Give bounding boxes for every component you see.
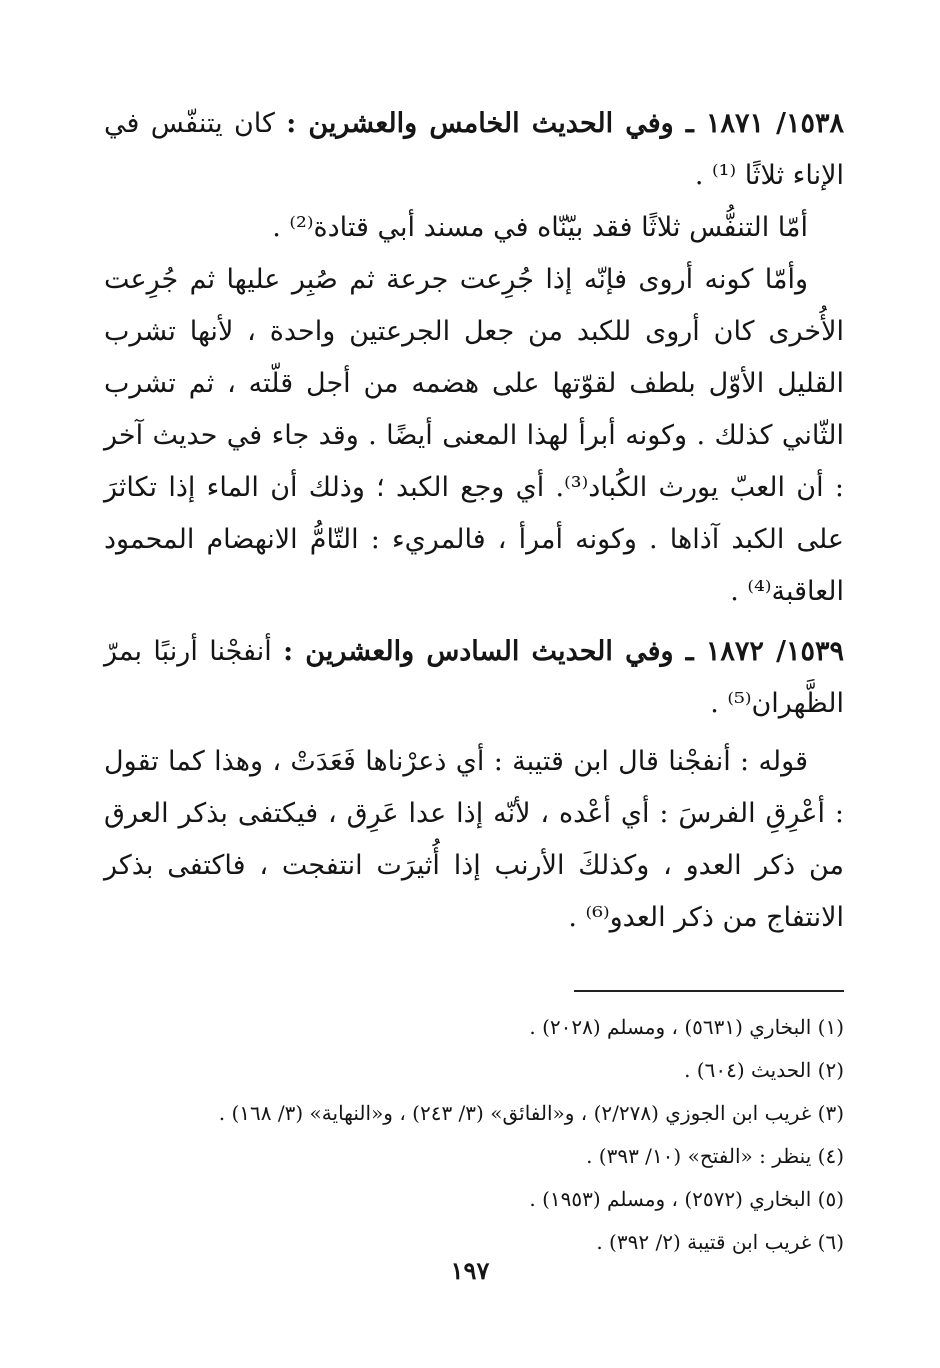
page-body <box>104 98 844 1264</box>
footnote: (٦) غريب ابن قتيبة (٢/ ٣٩٢) . <box>596 1230 844 1254</box>
footnote: (٢) الحديث (٦٠٤) . <box>684 1058 844 1082</box>
footnote: (٤) ينظر : «الفتح» (١٠/ ٣٩٣) . <box>586 1144 844 1168</box>
footnote-divider <box>574 990 844 992</box>
hadith-heading: ١٥٣٩/ ١٨٧٢ ـ وفي الحديث السادس والعشرين : <box>283 636 844 667</box>
footnote: (٣) غريب ابن الجوزي (٢/٢٧٨) ، و«الفائق» (٣/ ٢٤٣) ، و«النهاية» (٣/ ١٦٨) . <box>218 1101 844 1125</box>
hadith-text: كان يتنفّس في الإناء ثلاثًا ⁽¹⁾ . <box>104 108 844 191</box>
footnote: (٥) البخاري (٢٥٧٢) ، ومسلم (١٩٥٣) . <box>529 1187 844 1211</box>
hadith-heading: ١٥٣٨/ ١٨٧١ ـ وفي الحديث الخامس والعشرين : <box>286 108 844 139</box>
page-number: ١٩٧ <box>450 1256 490 1285</box>
commentary-paragraph: وأمّا كونه أروى فإنّه إذا جُرِعت جرعة ثم صُبِر عليها ثم جُرِعت الأُخرى كان أروى للكبد من جعل الجرعتين واحدة ، لأنها تشرب القليل الأوّل بلطف لقوّتها على هضمه من أجل قلّته ، ثم تشرب الثّاني كذلك . وكونه أبرأ لهذا المعنى أيضًا . وقد جاء في حديث آخر : أن العبّ يورث الكُباد⁽³⁾. أي وجع الكبد ؛ وذلك أن الماء إذا تكاثرَ على الكبد آذاها . وكونه أمرأ ، فالمريء : التّامُّ الانهضام المحمود العاقبة⁽⁴⁾ . <box>104 264 845 607</box>
commentary-paragraph: قوله : أنفجْنا قال ابن قتيبة : أي ذعرْناها فَعَدَتْ ، وهذا كما تقول : أعْرِقِ الفرسَ : أي أعْده ، لأنّه إذا عدا عَرِق ، فيكتفى بذكر العرق من ذكر العدو ، وكذلكَ الأرنب إذا أُثيرَت انتفجت ، فاكتفى بذكر الانتفاج من ذكر العدو⁽⁶⁾ . <box>104 746 844 933</box>
hadith-1539 <box>104 626 844 730</box>
hadith-text: أنفجْنا أرنبًا بمرّ الظَّهران⁽⁵⁾ . <box>104 636 844 719</box>
hadith-1538 <box>104 98 844 202</box>
footnotes-list <box>104 1006 844 1264</box>
footnote: (١) البخاري (٥٦٣١) ، ومسلم (٢٠٢٨) . <box>529 1015 844 1039</box>
commentary-paragraph: أمّا التنفُّس ثلاثًا فقد بيّنّاه في مسند أبي قتادة⁽²⁾ . <box>272 212 808 243</box>
